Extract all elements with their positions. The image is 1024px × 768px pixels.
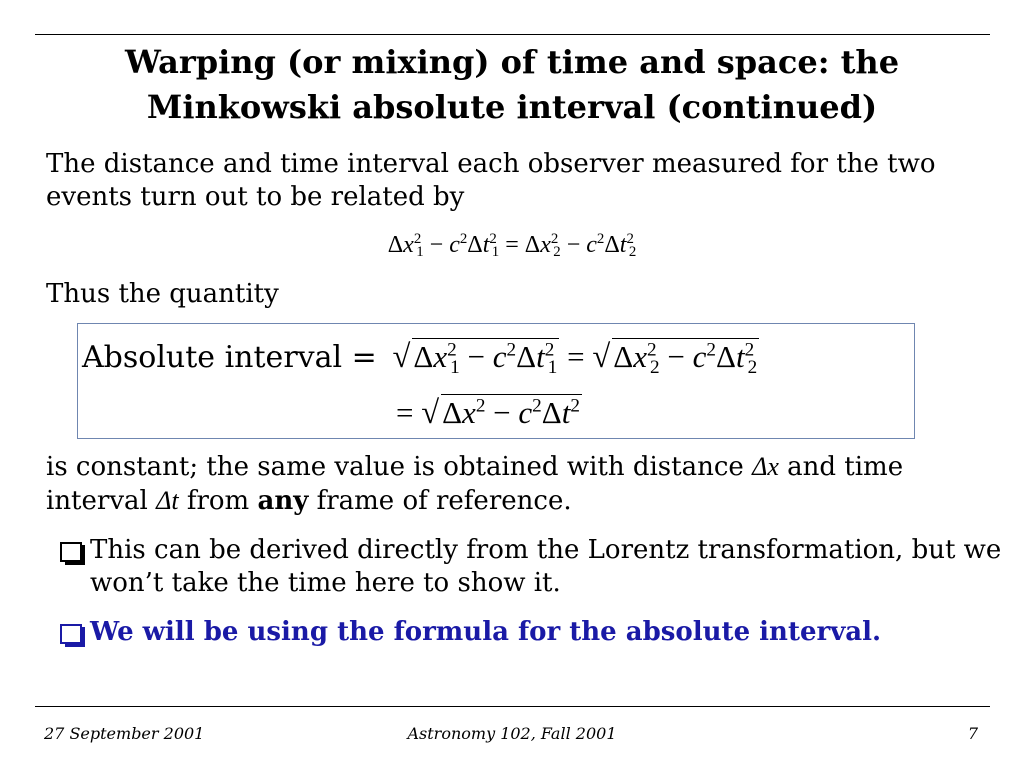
relation-equation: $\Delta x^2_1 - c^2\Delta t^2_1 = \Delta x^2_2 - c^2\Delta t^2_2$ — [387, 231, 637, 261]
checkbox-bullet-icon — [60, 542, 82, 562]
any-emphasis: any — [257, 486, 309, 516]
top-rule — [35, 34, 990, 35]
footer-course: Astronomy 102, Fall 2001 — [407, 724, 617, 743]
checkbox-bullet-icon — [60, 624, 82, 644]
bottom-rule — [35, 706, 990, 707]
footer-page-number: 7 — [967, 724, 978, 743]
absolute-interval-label: Absolute interval = — [82, 340, 377, 375]
slide-title — [40, 40, 984, 130]
thus-paragraph: Thus the quantity — [46, 279, 279, 309]
intro-paragraph: The distance and time interval each observer measured for the two events turn out to be related by — [46, 149, 936, 212]
bullet-item-formula: We will be using the formula for the absolute interval. — [60, 616, 1010, 649]
general-interval-equation: = $√\Delta x^2 - c^2\Delta t^2$ — [396, 395, 580, 431]
footer-date: 27 September 2001 — [44, 724, 205, 743]
absolute-interval-equation: Absolute interval = $√\Delta x^2_1 - c^2\Delta t^2_1 = √\Delta x^2_2 - c^2\Delta t^2_2$ — [82, 339, 758, 378]
title-line-2: Minkowski absolute interval (continued) — [146, 88, 878, 126]
constant-paragraph: is constant; the same value is obtained with distance Δx and time interval Δt from any frame of reference. — [46, 452, 904, 516]
title-line-1: Warping (or mixing) of time and space: the — [124, 43, 900, 81]
absolute-interval-box — [77, 323, 915, 439]
bullet-item-derivation: This can be derived directly from the Lorentz transformation, but we won’t take the time here to show it. — [60, 534, 1010, 600]
